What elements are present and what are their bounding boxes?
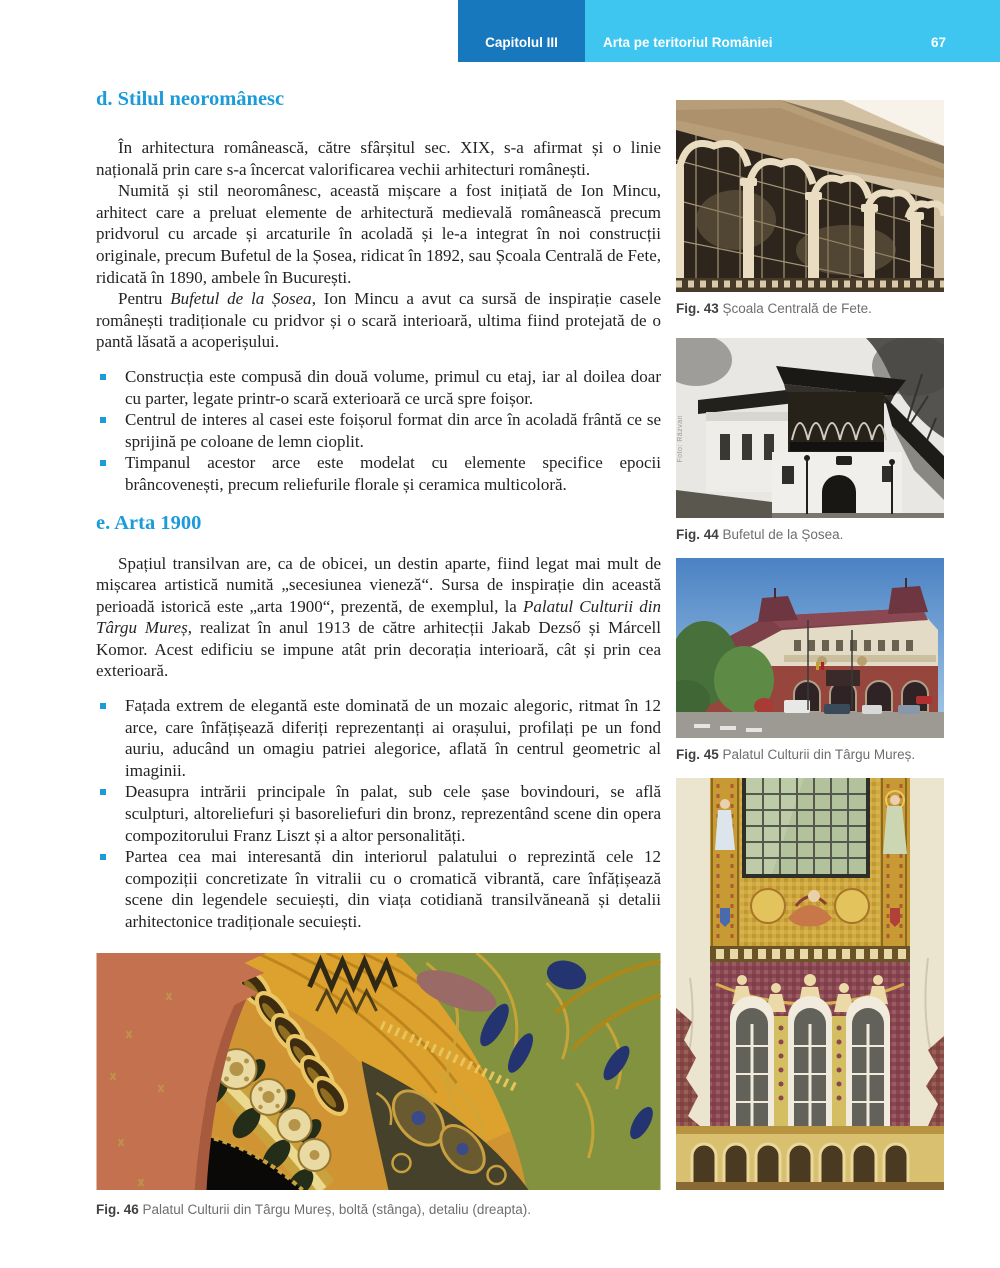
house-photo-illustration [676,338,944,518]
bullet-list-arta-1900 [96,695,661,933]
section-title: Arta pe teritoriul României [603,35,773,50]
building-photo-illustration [676,100,944,292]
vault-detail-illustration [96,953,661,1190]
list-item: Deasupra intrării principale în palat, sub cele șase bovindouri, se află sculpturi, altoreliefuri și basoreliefuri din bronz, reprezentând scene din opera compozitorului Franz Liszt și a altor personalități. [96,781,661,846]
photo-mosaic-facade [676,778,944,1190]
photo-scoala-centrala [676,100,944,292]
photo-credit: Foto: Răzvan [677,415,684,463]
list-item: Fațada extrem de elegantă este dominată de un mozaic alegoric, ritmat în 12 arce, care înfățișează diferiți reprezentanți ai orașului, profilați pe un fond auriu, aducând un omagiu patriei alegorice, aflată în centrul geometric al imaginii. [96,695,661,781]
list-item: Construcția este compusă din două volume, primul cu etaj, iar al doilea doar cu parter, legate printr-o scară exterioară ce urcă spre foișor. [96,366,661,409]
bullet-list-neoromanesc [96,366,661,496]
paragraph: Numită și stil neoromânesc, această mișcare a fost inițiată de Ion Mincu, arhitect care a preluat elemente de arhitectură medievală românească precum pridvorul cu arcade și arcaturile în acoladă și le-a integrat în noi construcții originale, precum Bufetul de la Șosea, ridicat în 1892, sau Școala Centrală de Fete, ridicată în 1890, ambele în București. [96,181,661,287]
figure-caption: Fig. 44 Bufetul de la Șosea. [676,527,844,542]
main-text-column [96,88,661,933]
palace-photo-illustration [676,558,944,738]
list-item: Timpanul acestor arce este modelat cu elemente specifice epocii brâncovenești, precum reliefurile florale și ceramica multicoloră. [96,452,661,495]
list-item: Centrul de interes al casei este foișorul format din arce în acoladă frântă ce se sprijină pe coloane de lemn cioplit. [96,409,661,452]
mosaic-facade-illustration [676,778,944,1190]
photo-palatul-culturii [676,558,944,738]
page-header [458,0,1000,62]
figure-caption: Fig. 45 Palatul Culturii din Târgu Mureș. [676,747,916,762]
paragraph: În arhitectura românească, către sfârșitul sec. XIX, s-a afirmat și o linie națională prin care s-a încercat valorificarea vechii arhitecturi românești. [96,138,661,179]
heading-stilul-neoromanesc: d. Stilul neoromânesc [96,88,285,110]
paragraph: Spațiul transilvan are, ca de obicei, un destin aparte, fiind legat mai mult de mișcarea artistică numită „secesiunea vieneză“. Sursa de inspirație din această perioadă istorică este „arta 1900“, prezentă, de exemplul, la Palatul Culturii din Târgu Mureș, realizat în anul 1913 de către arhitecții Jakab Dezső și Márcell Komor. Acest edificiu se impune atât prin decorația interioară, cât și prin cea exterioară. [96,553,662,681]
section-bar [585,0,1000,62]
figure-caption: Fig. 46 Palatul Culturii din Târgu Mureș, boltă (stânga), detaliu (dreapta). [96,1202,531,1217]
page-number: 67 [930,35,946,50]
chapter-label: Capitolul III [458,0,585,62]
photo-vault-detail [96,953,661,1190]
list-item: Partea cea mai interesantă din interiorul palatului o reprezintă cele 12 compoziții concretizate în vitralii cu o cromatică vibrantă, care înfățișează scene din legendele secuiești, din viața cotidiană transilvăneană și detalii arhitectonice tradiționale secuiești. [96,846,661,932]
figure-caption: Fig. 43 Școala Centrală de Fete. [676,301,872,316]
heading-arta-1900: e. Arta 1900 [96,511,202,534]
photo-bufetul-sosea [676,338,944,518]
paragraph: Pentru Bufetul de la Șosea, Ion Mincu a avut ca sursă de inspirație casele românești tradiționale cu pridvor și o scară interioară, ultima fiind protejată de o pantă lăsată a acoperișului. [96,289,661,352]
